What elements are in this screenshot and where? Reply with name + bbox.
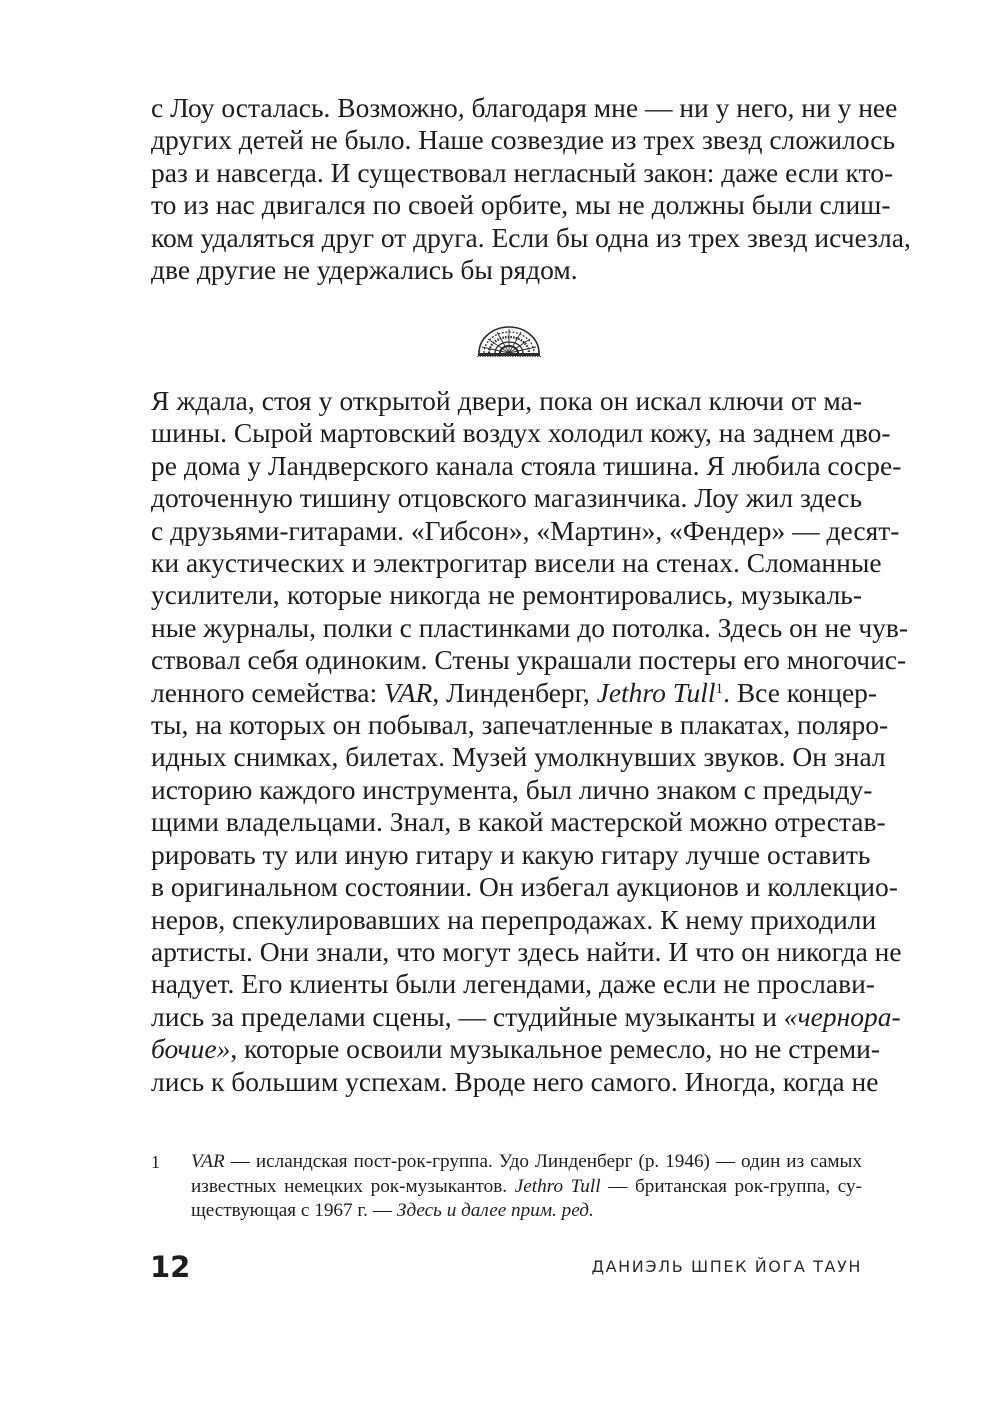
- text-line: две другие не удержались бы рядом.: [151, 254, 578, 286]
- band-name-italic: Jethro Tull: [596, 676, 716, 708]
- text-line: надует. Его клиенты были легендами, даже если не прослави-: [151, 968, 875, 1000]
- band-name-italic: VAR: [383, 676, 433, 708]
- text-line: [151, 1033, 881, 1065]
- text-segment: лись за пределами сцены, — студийные музыканты и: [151, 1000, 784, 1032]
- italic-term: бочие»: [151, 1033, 231, 1065]
- text-line: с Лоу осталась. Возможно, благодаря мне — ни у него, ни у нее: [151, 92, 898, 123]
- text-line: идных снимках, билетах. Музей умолкнувших звуков. Он знал: [151, 741, 886, 773]
- page-number: 12: [150, 1250, 191, 1284]
- text-line: ки акустических и электрогитар висели на стенах. Сломанные: [151, 547, 882, 579]
- band-name-italic: VAR: [191, 1151, 225, 1172]
- paragraph-1: [151, 92, 911, 286]
- text-line: рировать ту или иную гитару и какую гитару лучше оставить: [151, 838, 871, 870]
- text-line: ты, на которых он побывал, запечатленные в плакатах, поляро-: [151, 709, 889, 741]
- band-name-italic: Jethro Tull: [514, 1175, 601, 1197]
- text-line: историю каждого инструмента, был лично знаком с предыду-: [151, 773, 873, 805]
- text-line: артисты. Они знали, что могут здесь найти. И что он никогда не: [151, 935, 902, 967]
- text-line: в оригинальном состоянии. Он избегал аукционов и коллекцио-: [151, 871, 898, 903]
- text-line: других детей не было. Наше созвездие из трех звезд сложилось: [151, 124, 896, 156]
- footnote-line: [191, 1175, 862, 1200]
- footnote-line: [191, 1199, 862, 1224]
- text-line: шины. Сырой мартовский воздух холодил кожу, на заднем дво-: [151, 417, 891, 449]
- text-line: ре дома у Ландверского канала стояла тишина. Я любила сосре-: [151, 449, 902, 481]
- text-line: ные журналы, полки с пластинками до потолка. Здесь он не чув-: [151, 611, 909, 643]
- running-header: ДАНИЭЛЬ ШПЕК ЙОГА ТАУН: [591, 1257, 862, 1276]
- text-line: Я ждала, стоя у открытой двери, пока он искал ключи от ма-: [151, 385, 862, 416]
- text-line: доточенную тишину отцовского магазинчика. Лоу жил здесь: [151, 482, 862, 514]
- text-segment: — британская рок-группа, су-: [600, 1175, 862, 1197]
- text-line: щими владельцами. Знал, в какой мастерской можно отрестав-: [151, 806, 886, 838]
- text-line: [151, 676, 878, 709]
- text-segment: , которые освоили музыкальное ремесло, но не стреми-: [230, 1033, 881, 1065]
- footnote-line: [191, 1150, 862, 1175]
- footnote: [191, 1150, 862, 1224]
- italic-term: «чернора-: [783, 1000, 901, 1032]
- text-segment: . Все концер-: [723, 676, 878, 708]
- text-line: ствовал себя одиноким. Стены украшали постеры его многочис-: [151, 644, 907, 676]
- mandala-fan-ornament-icon: [476, 324, 542, 358]
- text-line: усилители, которые никогда не ремонтировались, музыкаль-: [151, 579, 862, 611]
- text-line: ком удаляться друг от друга. Если бы одна из трех звезд исчезла,: [151, 221, 911, 253]
- text-segment: — исландская пост-рок-группа. Удо Линденберг (р. 1946) — один из самых: [224, 1151, 862, 1172]
- text-line: с друзьями-гитарами. «Гибсон», «Мартин», «Фендер» — десят-: [151, 514, 900, 546]
- footnote-number: 1: [151, 1152, 160, 1172]
- text-segment: ленного семейства:: [151, 676, 384, 708]
- footnote-marker[interactable]: 1: [715, 680, 724, 697]
- editor-note-italic: Здесь и далее прим. ред.: [396, 1200, 594, 1221]
- text-segment: известных немецких рок-музыкантов.: [191, 1175, 515, 1197]
- paragraph-2: [151, 385, 909, 1098]
- text-line: раз и навсегда. И существовал негласный закон: даже если кто-: [151, 156, 894, 188]
- text-line: [151, 1000, 901, 1033]
- text-line: лись к большим успехам. Вроде него самого. Иногда, когда не: [151, 1065, 879, 1097]
- text-segment: ществующая с 1967 г. —: [191, 1200, 397, 1221]
- text-line: то из нас двигался по своей орбите, мы не должны были слиш-: [151, 189, 891, 221]
- text-segment: , Линденберг,: [432, 676, 597, 708]
- text-line: неров, спекулировавших на перепродажах. К нему приходили: [151, 903, 877, 935]
